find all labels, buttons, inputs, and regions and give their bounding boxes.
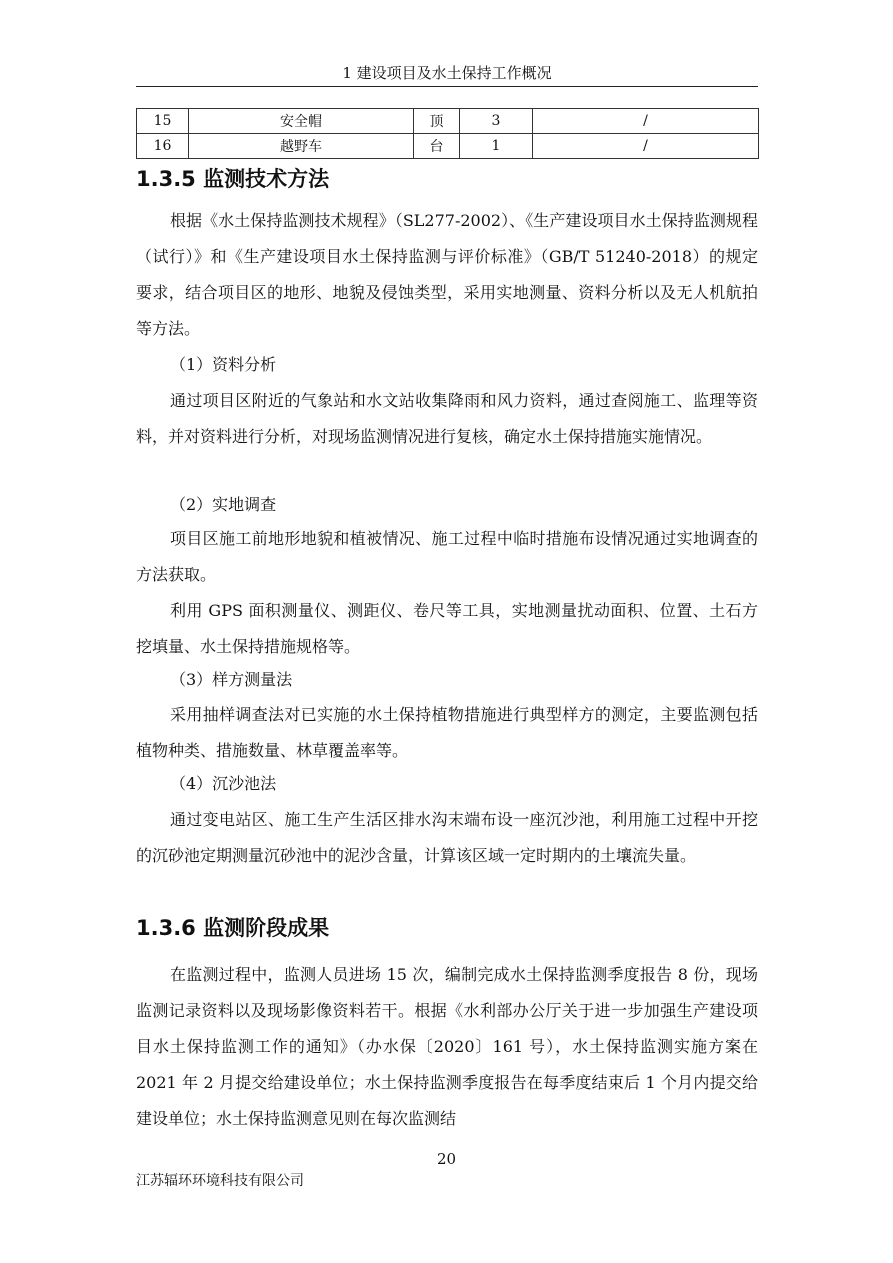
table-cell-no: 15 xyxy=(137,109,189,134)
paragraph-method-4: 通过变电站区、施工生产生活区排水沟末端布设一座沉沙池，利用施工过程中开挖的沉砂池定期测量沉砂池中的泥沙含量，计算该区域一定时期内的土壤流失量。 xyxy=(136,810,758,865)
table-cell-qty: 3 xyxy=(460,109,533,134)
paragraph-method-2a: 项目区施工前地形地貌和植被情况、施工过程中临时措施布设情况通过实地调查的方法获取。 xyxy=(136,529,758,584)
paragraph-method-3: 采用抽样调查法对已实施的水土保持植物措施进行典型样方的测定，主要监测包括植物种类、措施数量、林草覆盖率等。 xyxy=(136,705,758,760)
section-heading-1-3-5: 1.3.5 监测技术方法 xyxy=(136,167,330,191)
table-row xyxy=(137,109,759,134)
page-number: 20 xyxy=(436,1150,457,1168)
method-title-1: （1）资料分析 xyxy=(170,355,277,374)
table-cell-name: 安全帽 xyxy=(189,109,414,134)
header-rule xyxy=(136,86,758,87)
paragraph-method-2b: 利用 GPS 面积测量仪、测距仪、卷尺等工具，实地测量扰动面积、位置、土石方挖填量、水土保持措施规格等。 xyxy=(136,601,758,656)
section-heading-1-3-6: 1.3.6 监测阶段成果 xyxy=(136,916,330,940)
paragraph-intro: 根据《水土保持监测技术规程》（SL277-2002）、《生产建设项目水土保持监测规程（试行）》和《生产建设项目水土保持监测与评价标准》（GB/T 51240-2018）的规定要求，结合项目区的地形、地貌及侵蚀类型，采用实地测量、资料分析以及无人机航拍等方法。 xyxy=(136,211,758,338)
table-cell-note: / xyxy=(533,134,759,159)
table-cell-unit: 台 xyxy=(414,134,460,159)
table-cell-note: / xyxy=(533,109,759,134)
table-row xyxy=(137,134,759,159)
paragraph-method-1: 通过项目区附近的气象站和水文站收集降雨和风力资料，通过查阅施工、监理等资料，并对资料进行分析，对现场监测情况进行复核，确定水土保持措施实施情况。 xyxy=(136,391,758,446)
running-header: 1 建设项目及水土保持工作概况 xyxy=(342,64,552,82)
company-name: 江苏辐环环境科技有限公司 xyxy=(136,1173,304,1189)
table-cell-no: 16 xyxy=(137,134,189,159)
paragraph-results: 在监测过程中，监测人员进场 15 次，编制完成水土保持监测季度报告 8 份，现场监测记录资料以及现场影像资料若干。根据《水利部办公厅关于进一步加强生产建设项目水土保持监测工作的通知》（办水保〔2020〕161 号），水土保持监测实施方案在 2021 年 2 月提交给建设单位；水土保持监测季度报告在每季度结束后 1 个月内提交给建设单位；水土保持监测意见则在每次监测结 xyxy=(136,965,758,1128)
method-title-4: （4）沉沙池法 xyxy=(170,774,277,793)
table-cell-name: 越野车 xyxy=(189,134,414,159)
equipment-table xyxy=(136,108,759,159)
table-cell-qty: 1 xyxy=(460,134,533,159)
method-title-2: （2）实地调查 xyxy=(170,495,277,514)
method-title-3: （3）样方测量法 xyxy=(170,670,293,689)
table-cell-unit: 顶 xyxy=(414,109,460,134)
